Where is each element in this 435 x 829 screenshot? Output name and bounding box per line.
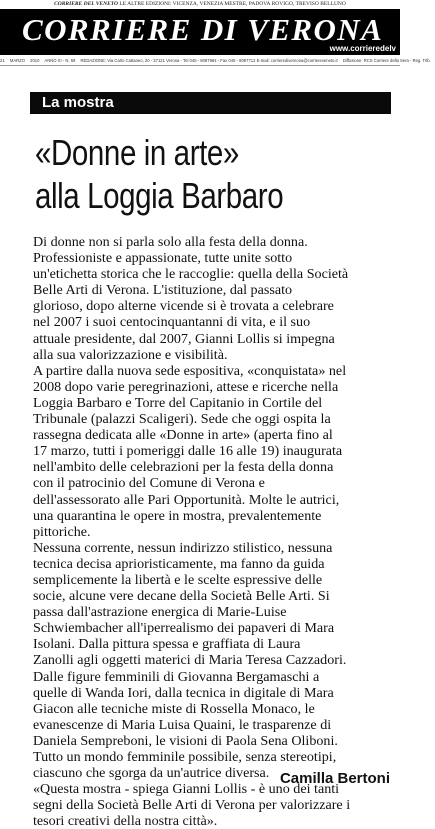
issue-month: MARZO bbox=[9, 58, 25, 63]
issue-info-bar bbox=[0, 57, 431, 66]
body-text-line: Tribunale (palazzi Scaligeri). Sede che oggi ospita la bbox=[33, 411, 331, 428]
issue-day: 21 bbox=[0, 58, 5, 63]
body-text-line: un'etichetta storica che le raccoglie: quella della Società bbox=[33, 266, 349, 283]
body-text-line: socie, alcune vere decane della Società Belle Arti. Si bbox=[33, 588, 330, 605]
body-text-line: Di donne non si parla solo alla festa della donna. bbox=[33, 234, 308, 250]
body-text-line: «Questa mostra - spiega Gianni Lollis - è uno dei tanti bbox=[33, 781, 340, 798]
masthead-website: www.corrieredelv bbox=[329, 44, 396, 53]
body-text-line: Daniela Sempreboni, le visioni di Paola Sena Oliboni. bbox=[33, 732, 338, 749]
masthead bbox=[0, 9, 400, 55]
top-edition-line bbox=[0, 0, 400, 9]
body-text-line: segni della Società Belle Arti di Verona per valorizzare i bbox=[33, 797, 351, 814]
body-text-line: 17 marzo, tutti i pomeriggi dalle 16 alle 19) inaugurata bbox=[33, 443, 343, 460]
body-text-line: alla sua valorizzazione e visibilità. bbox=[33, 346, 228, 363]
body-text-line: tesori creativi della nostra città». bbox=[33, 813, 218, 829]
article-body bbox=[33, 234, 389, 829]
body-text-line: con il patrocinio del Comune di Verona e bbox=[33, 475, 265, 492]
body-text-line: Isolani. Dalla pittura spessa e graffiata di Laura bbox=[33, 636, 301, 653]
paper-name: CORRIERE DEL VENETO bbox=[54, 1, 118, 7]
body-text-line: evanescenze di Maria Luisa Quaini, le trasparenze di bbox=[33, 716, 332, 733]
issue-year: 2010 bbox=[30, 58, 40, 63]
body-text-line: passa dall'astrazione energica di Marie-Luise bbox=[33, 604, 287, 621]
body-text-line: Loggia Barbaro e Torre del Capitanio in Cortile del bbox=[33, 394, 323, 411]
section-band bbox=[30, 92, 391, 114]
body-text-line: tecnica decisa aprioristicamente, ma fanno da guida bbox=[33, 555, 325, 572]
body-text-line: Tutto un mondo femminile possibile, senza stereotipi, bbox=[33, 749, 337, 765]
body-text-line: Schwiembacher all'iperrealismo dei papaveri di Mara bbox=[33, 620, 335, 637]
article-headline bbox=[35, 131, 330, 217]
body-text-line: Giacon alle tecniche miste di Rossella Monaco, le bbox=[33, 700, 315, 717]
body-text-line: quelle di Wanda Iori, dalla tecnica in digitale di Mara bbox=[33, 684, 334, 701]
body-text-line: nel 2007 i suoi centocinquantanni di vita, e il suo bbox=[33, 314, 311, 331]
section-label: La mostra bbox=[42, 94, 114, 111]
body-text-line: rassegna dedicata alle «Donne in arte» (aperta fino al bbox=[33, 427, 333, 444]
headline-line: alla Loggia Barbaro bbox=[35, 175, 284, 216]
editorial-address: REDAZIONE: Via Carlo Cattaneo, 20 - 37121 Verona - Tel 045 - 8087984 - Fax 045 - 8087712 E-mail: corrieredivernona@corriereveneto.it bbox=[80, 58, 338, 63]
issue-number: ANNO XI - N. 59 bbox=[44, 58, 76, 63]
body-text-line: nell'ambito delle celebrazioni per la festa della donna bbox=[33, 459, 334, 476]
body-text-line: 2008 dopo varie peregrinazioni, attese e ricerche nella bbox=[33, 378, 339, 395]
body-text-line: pittoriche. bbox=[33, 523, 91, 540]
author-byline: Camilla Bertoni bbox=[279, 770, 390, 787]
body-text-line: attuale presidente, dal 2007, Gianni Lollis si impegna bbox=[33, 330, 335, 347]
body-text-line: una quarantina le opere in mostra, prevalentemente bbox=[33, 507, 322, 524]
body-text-line: Nessuna corrente, nessun indirizzo stilistico, nessuna bbox=[33, 539, 333, 556]
masthead-title: CORRIERE DI VERONA bbox=[22, 12, 384, 47]
body-text-line: glorioso, dopo alterne vicende si è trovata a celebrare bbox=[33, 298, 334, 315]
headline-line: «Donne in arte» bbox=[35, 132, 239, 173]
body-text-line: Professioniste e appassionate, tutte unite sotto bbox=[33, 250, 293, 267]
editions-list: LE ALTRE EDIZIONI: VICENZA, VENEZIA MESTRE, PADOVA ROVIGO, TREVISO BELLUNO bbox=[119, 1, 346, 7]
body-text-line: Zanolli agli oggetti materici di Maria Teresa Cazzadori. bbox=[33, 652, 347, 669]
body-text-line: A partire dalla nuova sede espositiva, «conquistata» nel bbox=[33, 362, 347, 379]
diffusion-note: Diffusione: RCS Corriere della Sera - Reg. Trib. bbox=[342, 58, 431, 63]
body-text-line: Belle Arti di Verona. L'istituzione, dal passato bbox=[33, 282, 293, 299]
body-text-line: ciascuno che sgorga da un'autrice diversa. bbox=[33, 765, 270, 782]
body-text-line: dell'assessorato alle Pari Opportunità. Molte le autrici, bbox=[33, 491, 340, 508]
body-text-line: Dalle figure femminili di Giovanna Bergamaschi a bbox=[33, 668, 320, 685]
body-text-line: semplicemente la libertà e le scelte espressive delle bbox=[33, 571, 323, 588]
